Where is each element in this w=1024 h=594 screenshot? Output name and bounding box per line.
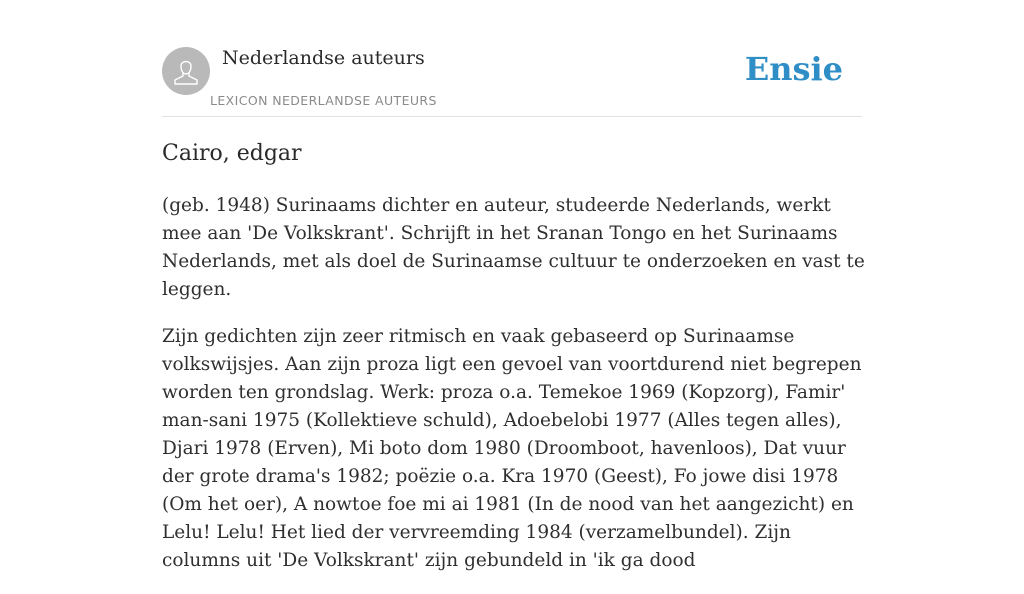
user-silhouette-icon [172, 56, 200, 86]
author-avatar[interactable] [162, 47, 210, 95]
author-name[interactable]: Nederlandse auteurs [222, 47, 425, 69]
site-logo[interactable]: Ensie [744, 50, 843, 88]
page-title: Cairo, edgar [162, 141, 302, 166]
lexicon-subtitle[interactable]: LEXICON NEDERLANDSE AUTEURS [210, 93, 437, 108]
article-body [162, 192, 867, 594]
article-paragraph: Zijn gedichten zijn zeer ritmisch en vaak gebaseerd op Surinaamse volkswijsjes. Aan zijn proza ligt een gevoel van voortdurend niet begrepen worden ten grondslag. Werk: proza o.a. Temekoe 1969 (Kopzorg), Famir' man-sani 1975 (Kollektieve schuld), Adoebelobi 1977 (Alles tegen alles), Djari 1978 (Erven), Mi boto dom 1980 (Droomboot, havenloos), Dat vuur der grote drama's 1982; poëzie o.a. Kra 1970 (Geest), Fo jowe disi 1978 (Om het oer), A nowtoe foe mi ai 1981 (In de nood van het aangezicht) en Lelu! Lelu! Het lied der vervreemding 1984 (verzamelbundel). Zijn columns uit 'De Volkskrant' zijn gebundeld in 'ik ga dood [162, 326, 862, 571]
article-paragraph: (geb. 1948) Surinaams dichter en auteur, studeerde Nederlands, werkt mee aan 'De Volkskrant'. Schrijft in het Sranan Tongo en het Surinaams Nederlands, met als doel de Surinaamse cultuur te onderzoeken en vast te leggen. [162, 195, 865, 300]
header [162, 46, 862, 117]
